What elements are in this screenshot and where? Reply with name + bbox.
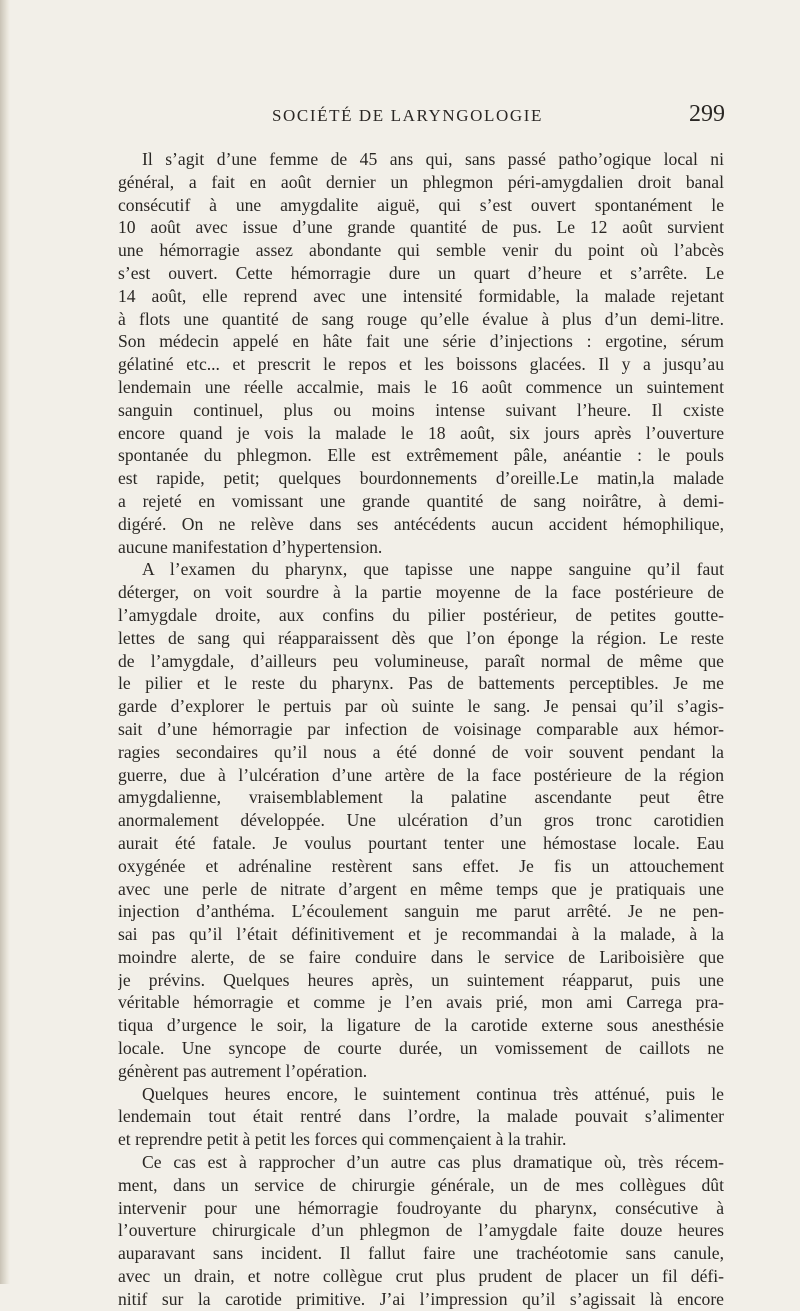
text-line: l’amygdale droite, aux confins du pilier postérieur, de petites goutte- — [118, 604, 724, 625]
text-line: digéré. On ne relève dans ses antécédents aucun accident hémophilique, — [118, 513, 724, 534]
text-line: une hémorragie assez abondante qui semble venir du point où l’abcès — [118, 240, 724, 261]
text-line: aucune manifestation d’hypertension. — [118, 536, 383, 557]
text-line: 10 août avec issue d’une grande quantité de pus. Le 12 août survient — [118, 217, 724, 238]
text-line: je prévins. Quelques heures après, un suintement réapparut, puis une — [118, 969, 724, 990]
text-line: à flots une quantité de sang rouge qu’elle évalue à plus d’un demi-litre. — [118, 308, 724, 329]
body-text — [118, 148, 724, 1311]
text-line: génèrent pas autrement l’opération. — [118, 1060, 368, 1081]
text-line: sai pas qu’il l’était définitivement et je recommandai à la malade, à la — [118, 924, 724, 945]
text-line: a rejeté en vomissant une grande quantité de sang noirâtre, à demi- — [118, 490, 724, 511]
text-line: locale. Une syncope de courte durée, un vomissement de caillots ne — [118, 1038, 724, 1059]
text-line: ment, dans un service de chirurgie générale, un de mes collègues dût — [118, 1174, 724, 1195]
text-line: A l’examen du pharynx, que tapisse une nappe sanguine qu’il faut — [142, 559, 724, 580]
text-line: général, a fait en août dernier un phlegmon péri-amygdalien droit banal — [118, 171, 724, 192]
text-line: Il s’agit d’une femme de 45 ans qui, sans passé patho’ogique local ni — [142, 149, 724, 169]
text-line: garde d’explorer le pertuis par où suinte le sang. Je pensai qu’il s’agis- — [118, 696, 724, 717]
text-line: auparavant sans incident. Il fallut faire une trachéotomie sans canule, — [118, 1243, 724, 1264]
text-line: oxygénée et adrénaline restèrent sans effet. Je fis un attouchement — [118, 855, 724, 876]
text-line: l’ouverture chirurgicale d’un phlegmon de l’amygdale faite douze heures — [118, 1220, 724, 1241]
text-line: 14 août, elle reprend avec une intensité formidable, la malade rejetant — [118, 285, 724, 306]
text-line: véritable hémorragie et comme je l’en avais prié, mon ami Carrega pra- — [118, 992, 724, 1013]
page-number: 299 — [689, 101, 725, 127]
running-head — [272, 100, 725, 134]
text-line: gélatiné etc... et prescrit le repos et les boissons glacées. Il y a jusqu’au — [118, 354, 724, 375]
text-line: déterger, on voit sourdre à la partie moyenne de la face postérieure de — [118, 582, 724, 603]
text-line: le pilier et le reste du pharynx. Pas de battements perceptibles. Je me — [118, 673, 724, 694]
running-title: SOCIÉTÉ DE LARYNGOLOGIE — [272, 106, 543, 125]
text-line: guerre, due à l’ulcération d’une artère de la face postérieure de la région — [118, 764, 724, 785]
text-line: anormalement développée. Une ulcération d’un gros tronc carotidien — [118, 810, 724, 831]
text-line: nitif sur la carotide primitive. J’ai l’impression qu’il s’agissait là encore — [118, 1288, 724, 1309]
text-line: et reprendre petit à petit les forces qui commençaient à la trahir. — [118, 1129, 567, 1150]
text-line: amygdalienne, vraisemblablement la palatine ascendante peut être — [118, 787, 724, 808]
text-line: ragies secondaires qu’il nous a été donné de voir souvent pendant la — [118, 741, 724, 762]
text-line: aurait été fatale. Je voulus pourtant tenter une hémostase locale. Eau — [118, 832, 724, 853]
text-line: spontanée du phlegmon. Elle est extrêmement pâle, anéantie : le pouls — [118, 445, 724, 466]
text-line: tiqua d’urgence le soir, la ligature de la carotide externe sous anesthésie — [118, 1015, 724, 1036]
text-line: avec un drain, et notre collègue crut plus prudent de placer un fil défi- — [118, 1266, 724, 1287]
text-line: lendemain une réelle accalmie, mais le 16 août commence un suintement — [118, 376, 724, 397]
text-line: avec une perle de nitrate d’argent en même temps que je pratiquais une — [118, 878, 724, 899]
text-line: lettes de sang qui réapparaissent dès que l’on éponge la région. Le reste — [118, 627, 724, 648]
text-line: Son médecin appelé en hâte fait une série d’injections : ergotine, sérum — [118, 331, 724, 352]
text-line: est rapide, petit; quelques bourdonnements d’oreille.Le matin,la malade — [118, 468, 724, 489]
text-line: s’est ouvert. Cette hémorragie dure un quart d’heure et s’arrête. Le — [118, 262, 724, 283]
text-line: injection d’anthéma. L’écoulement sanguin me parut arrêté. Je ne pen- — [118, 901, 724, 922]
text-line: intervenir pour une hémorragie foudroyante du pharynx, consécutive à — [118, 1197, 724, 1218]
text-line: moindre alerte, de se faire conduire dans le service de Lariboisière que — [118, 946, 724, 967]
text-line: de l’amygdale, d’ailleurs peu volumineuse, paraît normal de même que — [118, 650, 724, 671]
text-line: sait d’une hémorragie par infection de voisinage comparable aux hémor- — [118, 718, 724, 739]
text-line: Quelques heures encore, le suintement continua très atténué, puis le — [142, 1083, 724, 1104]
text-line: consécutif à une amygdalite aiguë, qui s’est ouvert spontanément le — [118, 194, 724, 215]
text-line: lendemain tout était rentré dans l’ordre, la malade pouvait s’alimenter — [118, 1106, 724, 1127]
text-line: sanguin continuel, plus ou moins intense suivant l’heure. Il cxiste — [118, 399, 724, 420]
text-line: Ce cas est à rapprocher d’un autre cas plus dramatique où, très récem- — [142, 1152, 724, 1173]
text-line: encore quand je vois la malade le 18 août, six jours après l’ouverture — [118, 422, 724, 443]
